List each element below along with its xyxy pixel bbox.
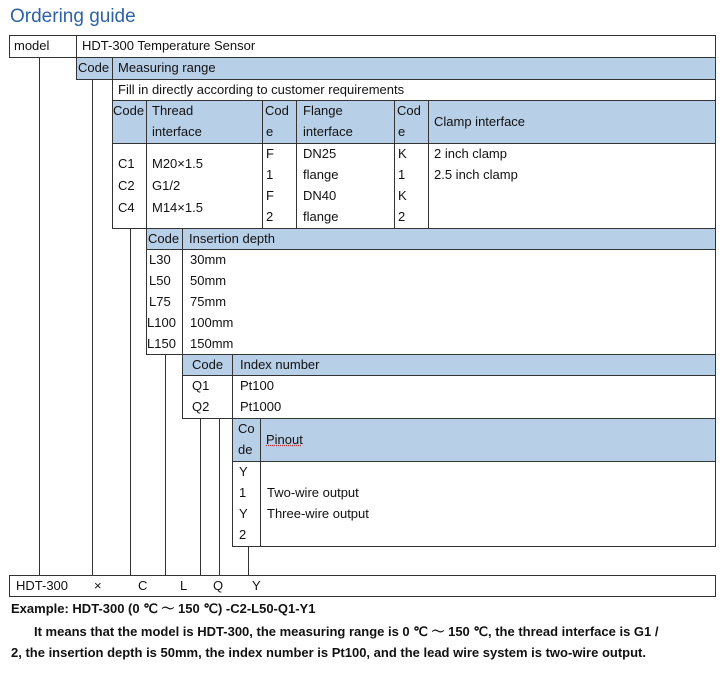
clamp-code: 1 xyxy=(398,167,406,182)
bottom-q: Q xyxy=(213,578,224,593)
connector-line xyxy=(39,58,40,576)
model-code-row xyxy=(9,575,716,597)
index-number-label: Index number xyxy=(240,357,320,372)
explanation-line-1: It means that the model is HDT-300, the measuring range is 0 ℃ ～ 150 ℃, the thread interface is G1 / xyxy=(34,624,659,639)
insertion-code: L30 xyxy=(149,252,171,267)
index-value: Pt1000 xyxy=(240,399,282,414)
pinout-code: Y xyxy=(239,464,248,479)
insertion-depth-label: Insertion depth xyxy=(189,231,276,246)
clamp-code-label-line2: e xyxy=(398,124,406,139)
pinout-code: 1 xyxy=(239,485,247,500)
flange-header-line1: Flange xyxy=(303,103,343,118)
clamp-code: K xyxy=(398,146,407,161)
thread-code: C4 xyxy=(118,200,135,215)
pinout-label: Pinout xyxy=(266,432,303,447)
flange-value: DN25 xyxy=(303,146,337,161)
pinout-code-label-line2: de xyxy=(238,442,253,457)
bottom-y: Y xyxy=(252,578,261,593)
thread-value: M20×1.5 xyxy=(152,156,203,171)
pinout-value: Two-wire output xyxy=(267,485,359,500)
flange-code: F xyxy=(266,188,274,203)
thread-header-line1: Thread xyxy=(152,103,194,118)
example-line: Example: HDT-300 (0 ℃ ～ 150 ℃) -C2-L50-Q1-Y1 xyxy=(11,601,316,616)
insertion-value: 150mm xyxy=(190,336,234,351)
flange-value: DN40 xyxy=(303,188,337,203)
flange-value: flange xyxy=(303,209,339,224)
bottom-l: L xyxy=(180,578,188,593)
clamp-code-label-line1: Cod xyxy=(397,103,421,118)
insertion-code: L75 xyxy=(149,294,171,309)
flange-header-line2: interface xyxy=(303,124,353,139)
clamp-code: K xyxy=(398,188,407,203)
insertion-code: L50 xyxy=(149,273,171,288)
pinout-header xyxy=(232,418,716,462)
connector-line xyxy=(248,547,249,576)
thread-code: C2 xyxy=(118,178,135,193)
index-code-label: Code xyxy=(192,357,224,372)
index-code: Q2 xyxy=(192,399,210,414)
thread-code: C1 xyxy=(118,156,135,171)
bottom-c: C xyxy=(138,578,148,593)
clamp-value: 2 inch clamp xyxy=(434,146,507,161)
flange-value: flange xyxy=(303,167,339,182)
insertion-code-label: Code xyxy=(148,231,180,246)
insertion-value: 100mm xyxy=(190,315,234,330)
flange-code: 1 xyxy=(266,167,274,182)
thread-code-label: Code xyxy=(113,103,145,118)
connector-line xyxy=(200,419,201,576)
model-label: model xyxy=(14,38,50,53)
thread-value: G1/2 xyxy=(152,178,181,193)
pinout-code-label-line1: Co xyxy=(238,421,255,436)
pinout-code: 2 xyxy=(239,527,247,542)
clamp-code: 2 xyxy=(398,209,406,224)
explanation-line-2: 2, the insertion depth is 50mm, the index number is Pt100, and the lead wire system is two-wire output. xyxy=(11,645,646,660)
measuring-code-label: Code xyxy=(78,60,110,75)
bottom-x: × xyxy=(94,578,102,593)
bottom-model: HDT-300 xyxy=(16,578,69,593)
measuring-note: Fill in directly according to customer requirements xyxy=(118,82,405,97)
insertion-value: 75mm xyxy=(190,294,227,309)
thread-value: M14×1.5 xyxy=(152,200,203,215)
measuring-range-label: Measuring range xyxy=(118,60,216,75)
pinout-value: Three-wire output xyxy=(267,506,369,521)
index-code: Q1 xyxy=(192,378,210,393)
flange-code-label-line2: e xyxy=(266,124,274,139)
connector-line xyxy=(92,80,93,576)
page-title: Ordering guide xyxy=(10,6,136,27)
connector-line xyxy=(130,229,131,576)
thread-header-line2: interface xyxy=(152,124,202,139)
clamp-value: 2.5 inch clamp xyxy=(434,167,518,182)
model-value: HDT-300 Temperature Sensor xyxy=(82,38,256,53)
insertion-code: L100 xyxy=(147,315,176,330)
flange-code: 2 xyxy=(266,209,274,224)
clamp-header: Clamp interface xyxy=(434,114,526,129)
flange-code-label-line1: Cod xyxy=(265,103,289,118)
flange-code: F xyxy=(266,146,274,161)
index-value: Pt100 xyxy=(240,378,274,393)
pinout-code: Y xyxy=(239,506,248,521)
insertion-code: L150 xyxy=(147,336,176,351)
insertion-value: 30mm xyxy=(190,252,227,267)
connector-line xyxy=(219,419,220,576)
insertion-value: 50mm xyxy=(190,273,227,288)
connector-line xyxy=(165,355,166,576)
